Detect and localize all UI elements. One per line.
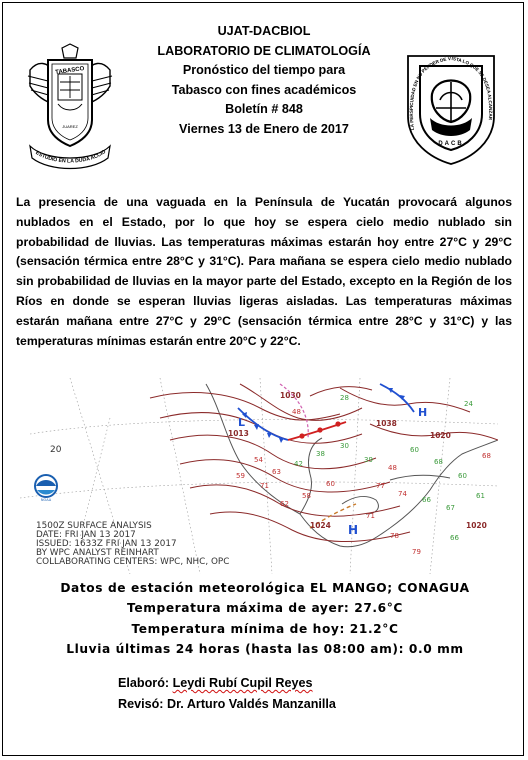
- forecast-paragraph: La presencia de una vaguada en la Península de Yucatán provocará algunos nublados en el Estado, por lo que hoy se espera cielo medio nublado sin probabilidad de lluvias. Las temperaturas máximas estarán hoy entre 27°C y 29°C (sensación térmica entre 28°C y 31°C). Para mañana se espera cielo medio nublado sin probabilidad de lluvias en la mayor parte del Estado, excepto en la Región de los Ríos en donde se esperan lluvias ligeras aisladas. Las temperaturas máximas estarán mañana entre 27°C y 29°C (sensación térmica entre 28°C y 31°C) y las temperaturas mínimas estarán entre 20°C y 22°C.: [16, 195, 512, 348]
- svg-text:61: 61: [476, 492, 485, 500]
- dacb-seal-label: DACB: [438, 141, 464, 147]
- station-data: [20, 578, 510, 659]
- svg-text:60: 60: [410, 446, 419, 454]
- svg-text:77: 77: [376, 482, 385, 490]
- svg-text:68: 68: [434, 458, 443, 466]
- tabasco-logo-motto: ESTUDIO EN LA DUDA ACCIO: [34, 148, 108, 165]
- prepared-by: [118, 673, 336, 694]
- dacb-seal-motto: LA PERSPICUIDAD EN NO PERDER DE VISTA LO QUE SE DESEA ALCANZAR: [408, 56, 494, 131]
- svg-text:74: 74: [398, 490, 407, 498]
- svg-text:58: 58: [302, 492, 311, 500]
- pressure-label: 1024: [310, 521, 331, 530]
- svg-text:78: 78: [390, 532, 399, 540]
- svg-text:60: 60: [326, 480, 335, 488]
- dacb-seal-logo: [402, 42, 500, 168]
- laboratory-name: LABORATORIO DE CLIMATOLOGÍA: [157, 43, 371, 58]
- svg-text:42: 42: [294, 460, 303, 468]
- pressure-label: 1020: [466, 521, 487, 530]
- max-temperature: Temperatura máxima de ayer: 27.6°C: [127, 601, 403, 616]
- rainfall-24h: Lluvia últimas 24 horas (hasta las 08:00 am): 0.0 mm: [66, 641, 464, 656]
- bulletin-number: Boletín # 848: [225, 102, 303, 117]
- svg-text:68: 68: [482, 452, 491, 460]
- map-caption-line: ISSUED: 1633Z FRI JAN 13 2017: [36, 539, 177, 549]
- svg-text:66: 66: [450, 534, 459, 542]
- svg-text:66: 66: [422, 496, 431, 504]
- bulletin-date: Viernes 13 de Enero de 2017: [179, 121, 349, 136]
- svg-text:79: 79: [412, 548, 421, 556]
- map-caption-line: DATE: FRI JAN 13 2017: [36, 530, 136, 540]
- reviewed-by: Revisó: Dr. Arturo Valdés Manzanilla: [118, 697, 336, 711]
- svg-text:48: 48: [292, 408, 301, 416]
- map-caption-line: BY WPC ANALYST REINHART: [36, 548, 159, 558]
- pressure-label: 1020: [430, 431, 451, 440]
- credits: [118, 673, 336, 715]
- svg-text:28: 28: [340, 394, 349, 402]
- latitude-label: 20: [50, 445, 62, 455]
- svg-text:59: 59: [236, 472, 245, 480]
- juarez-logo-text: JUAREZ: [62, 124, 78, 129]
- prepared-by-name: Leydi Rubí Cupil Reyes: [172, 676, 313, 690]
- tabasco-logo-text: TABASCO: [54, 66, 85, 77]
- forecast-title-line1: Pronóstico del tiempo para: [182, 63, 346, 78]
- svg-text:60: 60: [458, 472, 467, 480]
- forecast-title-line2: Tabasco con fines académicos: [171, 82, 357, 97]
- noaa-label: NOAA: [40, 498, 52, 502]
- map-caption: [36, 522, 229, 567]
- svg-text:48: 48: [388, 464, 397, 472]
- high-pressure-marker: H: [348, 523, 359, 537]
- pressure-label: 1030: [280, 391, 301, 400]
- map-caption-line: 1500Z SURFACE ANALYSIS: [36, 521, 152, 531]
- bulletin-header: [150, 22, 378, 140]
- svg-text:71: 71: [366, 512, 375, 520]
- svg-text:63: 63: [272, 468, 281, 476]
- svg-text:24: 24: [464, 400, 473, 408]
- low-pressure-marker: L: [238, 416, 246, 429]
- high-pressure-marker-east: H: [418, 406, 428, 419]
- svg-text:30: 30: [340, 442, 349, 450]
- station-name: Datos de estación meteorológica EL MANGO; CONAGUA: [60, 581, 470, 595]
- svg-text:39: 39: [364, 456, 373, 464]
- tabasco-emblem-logo: [24, 42, 116, 174]
- min-temperature: Temperatura mínima de hoy: 21.2°C: [131, 621, 399, 636]
- pressure-label: 1013: [228, 429, 249, 438]
- prepared-by-label: Elaboró:: [118, 676, 173, 690]
- map-caption-line: COLLABORATING CENTERS: WPC, NHC, OPC: [36, 557, 230, 567]
- svg-text:67: 67: [446, 504, 455, 512]
- svg-text:54: 54: [254, 456, 263, 464]
- institution-name: UJAT-DACBIOL: [217, 24, 311, 38]
- svg-text:71: 71: [260, 482, 269, 490]
- svg-text:38: 38: [316, 450, 325, 458]
- svg-text:62: 62: [280, 500, 289, 508]
- pressure-label: 1038: [376, 419, 397, 428]
